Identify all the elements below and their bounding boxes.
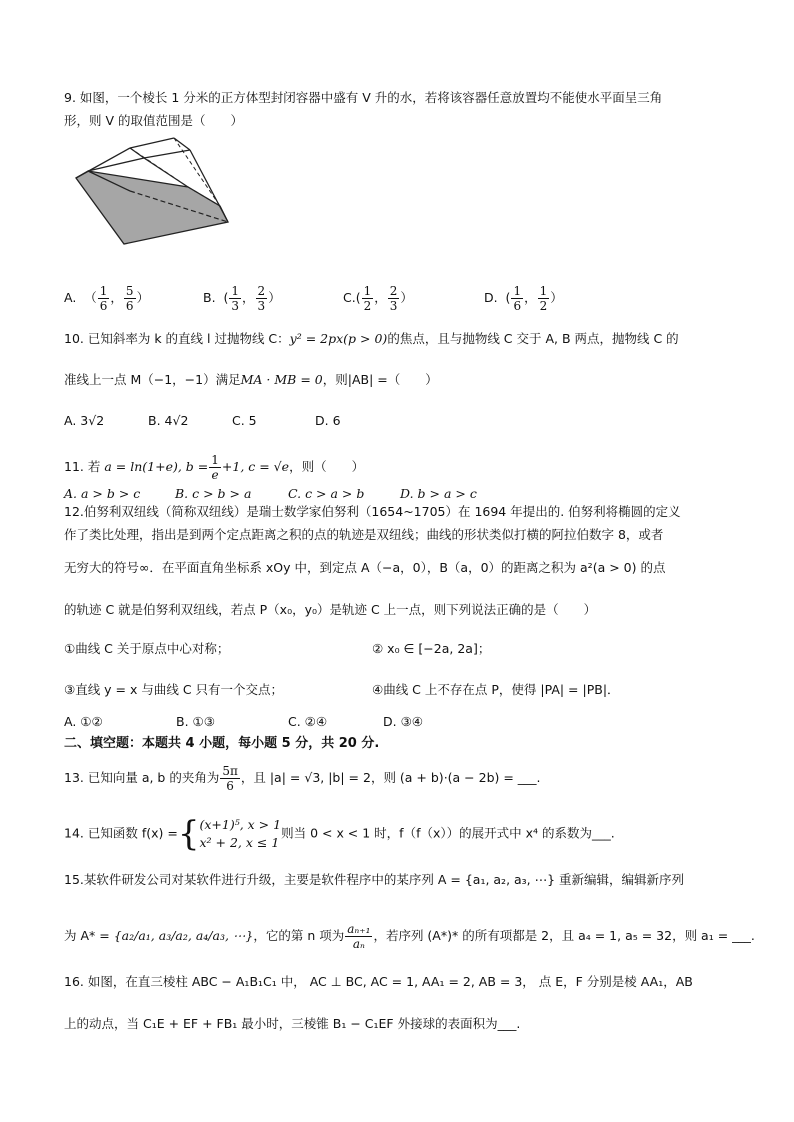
q9-option-c: C.( $\frac{1}{2}$ ， $\frac{2}{3}$ ） bbox=[343, 284, 413, 313]
q12-statement-2: ② x₀ ∈ [−2a, 2a]； bbox=[372, 641, 491, 656]
q12-statement-1: ①曲线 C 关于原点中心对称； bbox=[64, 641, 230, 656]
q11-option-b: B. c > b > a bbox=[175, 486, 252, 501]
q12-option-c: C. ②④ bbox=[288, 714, 328, 729]
q16-stem-line2: 上的动点，当 C₁E + EF + FB₁ 最小时，三棱锥 B₁ − C₁EF 外接球的表面积为___. bbox=[64, 1016, 521, 1031]
q13-stem: 13. 已知向量 a, b 的夹角为 $\frac{5\pi}{6}$ ，且 |a| = √3, |b| = 2，则 (a + b)·(a − 2b) = ___. bbox=[64, 764, 541, 793]
q16-stem-line1: 16. 如图，在直三棱柱 ABC − A₁B₁C₁ 中， AC ⊥ BC, AC = 1, AA₁ = 2, AB = 3， 点 E，F 分别是棱 AA₁，AB bbox=[64, 974, 693, 989]
q12-stem-line4: 的轨迹 C 就是伯努利双纽线，若点 P（x₀，y₀）是轨迹 C 上一点，则下列说法正确的是（ ） bbox=[64, 602, 597, 617]
q12-option-b: B. ①③ bbox=[176, 714, 215, 729]
q9-stem-line1: 9. 如图，一个棱长 1 分米的正方体型封闭容器中盛有 V 升的水，若将该容器任意放置均不能使水平面呈三角 bbox=[64, 90, 663, 105]
q12-stem-line3: 无穷大的符号∞．在平面直角坐标系 xOy 中，到定点 A（−a，0），B（a，0）的距离之积为 a²(a > 0) 的点 bbox=[64, 560, 666, 575]
q12-option-a: A. ①② bbox=[64, 714, 103, 729]
q12-stem-line1: 12.伯努利双纽线（简称双纽线）是瑞士数学家伯努利（1654~1705）在 1694 年提出的. 伯努利将椭圆的定义 bbox=[64, 504, 681, 519]
q15-stem-line2: 为 A* = {a₂/a₁, a₃/a₂, a₄/a₃, ⋯}，它的第 n 项为 $\frac{\text{aₙ₊₁}}{\text{aₙ}}$ ，若序列 (A*)* 的所有项都是 2，且 a₄ = 1, a₅ = 32，则 a₁ = ___. bbox=[64, 922, 755, 951]
q12-statement-3: ③直线 y = x 与曲线 C 只有一个交点； bbox=[64, 682, 284, 697]
q9-option-b: B. ( $\frac{1}{3}$ ， $\frac{2}{3}$ ） bbox=[203, 284, 281, 313]
q10-stem-line2: 准线上一点 M（−1，−1）满足MA · MB = 0，则|AB| =（ ） bbox=[64, 372, 438, 387]
water-region bbox=[76, 171, 228, 244]
q10-option-c: C. 5 bbox=[232, 413, 257, 428]
q10-option-d: D. 6 bbox=[315, 413, 341, 428]
cube-container-figure bbox=[70, 136, 240, 246]
q15-stem-line1: 15.某软件研发公司对某软件进行升级，主要是软件程序中的某序列 A = {a₁, a₂, a₃, ⋯} 重新编辑，编辑新序列 bbox=[64, 872, 685, 887]
q11-option-d: D. b > a > c bbox=[400, 486, 477, 501]
q11-option-a: A. a > b > c bbox=[64, 486, 141, 501]
q12-stem-line2: 作了类比处理，指出是到两个定点距离之积的点的轨迹是双纽线；曲线的形状类似打横的阿拉伯数字 8，或者 bbox=[64, 527, 664, 542]
section-heading-fill-in: 二、填空题：本题共 4 小题，每小题 5 分，共 20 分. bbox=[64, 736, 380, 751]
q11-stem: 11. 若 a = ln(1+e), b = $\frac{1}{e}$ +1, c = √e，则（ ） bbox=[64, 453, 365, 482]
q10-option-b: B. 4√2 bbox=[148, 413, 189, 428]
q10-option-a: A. 3√2 bbox=[64, 413, 105, 428]
q10-stem-line1: 10. 已知斜率为 k 的直线 l 过抛物线 C：y² = 2px(p > 0)的焦点，且与抛物线 C 交于 A, B 两点，抛物线 C 的 bbox=[64, 331, 679, 346]
q12-statement-4: ④曲线 C 上不存在点 P，使得 |PA| = |PB|． bbox=[372, 682, 620, 697]
q14-stem: 14. 已知函数 f(x) ={ (x+1)⁵, x > 1 x² + 2, x ≤ 1 则当 0 < x < 1 时，f（f（x））的展开式中 x⁴ 的系数为___. bbox=[64, 814, 615, 854]
q11-option-c: C. c > a > b bbox=[288, 486, 365, 501]
q9-option-d: D. ( $\frac{1}{6}$ ， $\frac{1}{2}$ ） bbox=[484, 284, 563, 313]
q9-option-a: A. （ $\frac{1}{6}$ ， $\frac{5}{6}$ ） bbox=[64, 284, 150, 313]
q12-option-d: D. ③④ bbox=[383, 714, 423, 729]
q9-stem-line2: 形，则 V 的取值范围是（ ） bbox=[64, 113, 243, 128]
